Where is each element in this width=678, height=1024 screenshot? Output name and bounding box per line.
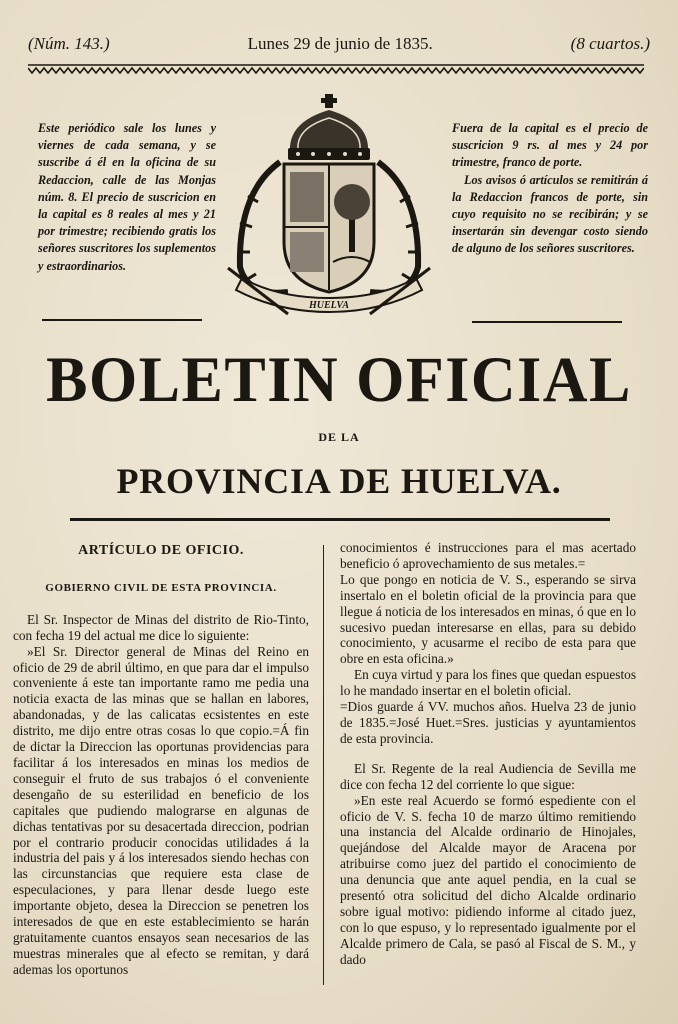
article-paragraph: =Dios guarde á VV. muchos años. Huelva 23 de junio de 1835.=José Huet.=Sres. justicias y ayuntamientos de esta provincia. bbox=[340, 699, 636, 746]
article-paragraph: Lo que pongo en noticia de V. S., esperando se sirva insertalo en el boletin oficial de la provincia para que llegue á noticia de los interesados en minas, ó que en lo sucesivo puedan interesarse en ellas, para su debido conocimiento, y acusarme el recibo de esta para que obre en esta oficina.» bbox=[340, 571, 636, 667]
article-paragraph: En cuya virtud y para los fines que quedan espuestos lo he mandado insertar en el boletin oficial. bbox=[340, 667, 636, 699]
article-paragraph: »En este real Acuerdo se formó espediente con el oficio de V. S. fecha 10 de marzo último remitiendo una instancia del Alcalde ordinario de Hinojales, quejándose del Alcalde mayor de Aracena por atribuirse como juez del partido el conocimiento de una denuncia que ante aquel pendia, en la cual se presentó otra solicitud del dicho Alcalde ordinario sobre igual motivo: pidiendo informe al citado juez, con lo que espuso, y lo representado igualmente por el Alcalde primero de Cala, se pasó al Fiscal de S. M., y dado bbox=[340, 792, 636, 967]
advertising-notice-text-1: Fuera de la capital es el precio de suscricion 9 rs. al mes y 24 por trimestre, franco de porte. bbox=[452, 121, 648, 170]
issue-price: (8 cuartos.) bbox=[570, 34, 650, 53]
issue-number: (Núm. 143.) bbox=[28, 34, 110, 53]
subscription-notice bbox=[38, 120, 216, 275]
article-paragraph: El Sr. Regente de la real Audiencia de Sevilla me dice con fecha 12 del corriente lo que sigue: bbox=[340, 760, 636, 792]
advertising-notice bbox=[452, 120, 648, 258]
section-subheading: GOBIERNO CIVIL DE ESTA PROVINCIA. bbox=[45, 581, 277, 594]
article-paragraph: conocimientos é instrucciones para el mas acertado beneficio ó aprovechamiento de sus metales.= bbox=[340, 540, 636, 571]
subscription-notice-text: Este periódico sale los lunes y viernes de cada semana, y se suscribe á él en la oficina de su Redaccion, calle de las Monjas núm. 8. El precio de suscricion en la capital es 8 reales al mes y 21 por trimestre; recibiendo gratis los señores suscritores los suplementos y estraordinarios. bbox=[38, 121, 216, 273]
right-column bbox=[340, 540, 636, 968]
section-heading: ARTÍCULO DE OFICIO. bbox=[78, 543, 244, 558]
left-column bbox=[13, 540, 309, 978]
masthead-rule bbox=[70, 518, 610, 521]
advertising-notice-text-2: Los avisos ó artículos se remitirán á la Redaccion francos de porte, sin cuyo requisito no se recibirán; y se insertarán sin devengar costo siendo de alguno de los señores suscritores. bbox=[452, 172, 648, 256]
left-notice-rule bbox=[42, 319, 202, 321]
masthead-province: PROVINCIA DE HUELVA. bbox=[116, 461, 562, 501]
crest-label: HUELVA bbox=[308, 300, 350, 311]
column-divider bbox=[323, 545, 324, 985]
article-paragraph: »El Sr. Director general de Minas del Reino en oficio de 29 de abril último, en que para dar el impulso conveniente á este tan importante ramo me pedia una noticia exacta de las minas que se hallan en labores, abandonadas, y de las calicatas ecsistentes en este distrito, me dijo entre otras cosas lo que copio.=Á fin de dictar la Direccion las oportunas providencias para facilitar á los interesados en minas los medios de conseguir el fruto de sus trabajos ó el conveniente desengaño de su esterilidad en beneficio de los capitales que pudiendo malograrse en algunas de dichas tentativas por su desacertada direccion, podrian por el contrario producir conocidas utilidades á la industria del pais y á los interesados siendo hechas con las circunstancias que requiere esta clase de especulaciones, y para llenar desde luego este importante objeto, desea la Direccion se penetren los interesados de que en este establecimiento se harán gratuitamente cuantos ensayos sean necesarios de las muestras minerales que al efecto se remitan, y dará ademas los oportunos bbox=[13, 643, 309, 977]
decorative-border bbox=[28, 64, 644, 74]
issue-date: Lunes 29 de junio de 1835. bbox=[247, 34, 433, 53]
masthead-de-la: DE LA bbox=[318, 430, 360, 444]
coat-of-arms-icon bbox=[218, 92, 440, 324]
dateline bbox=[28, 34, 650, 54]
masthead-title: BOLETIN OFICIAL bbox=[46, 344, 632, 416]
article-paragraph: El Sr. Inspector de Minas del distrito de Rio-Tinto, con fecha 19 del actual me dice lo siguiente: bbox=[13, 611, 309, 643]
right-notice-rule bbox=[472, 321, 622, 323]
